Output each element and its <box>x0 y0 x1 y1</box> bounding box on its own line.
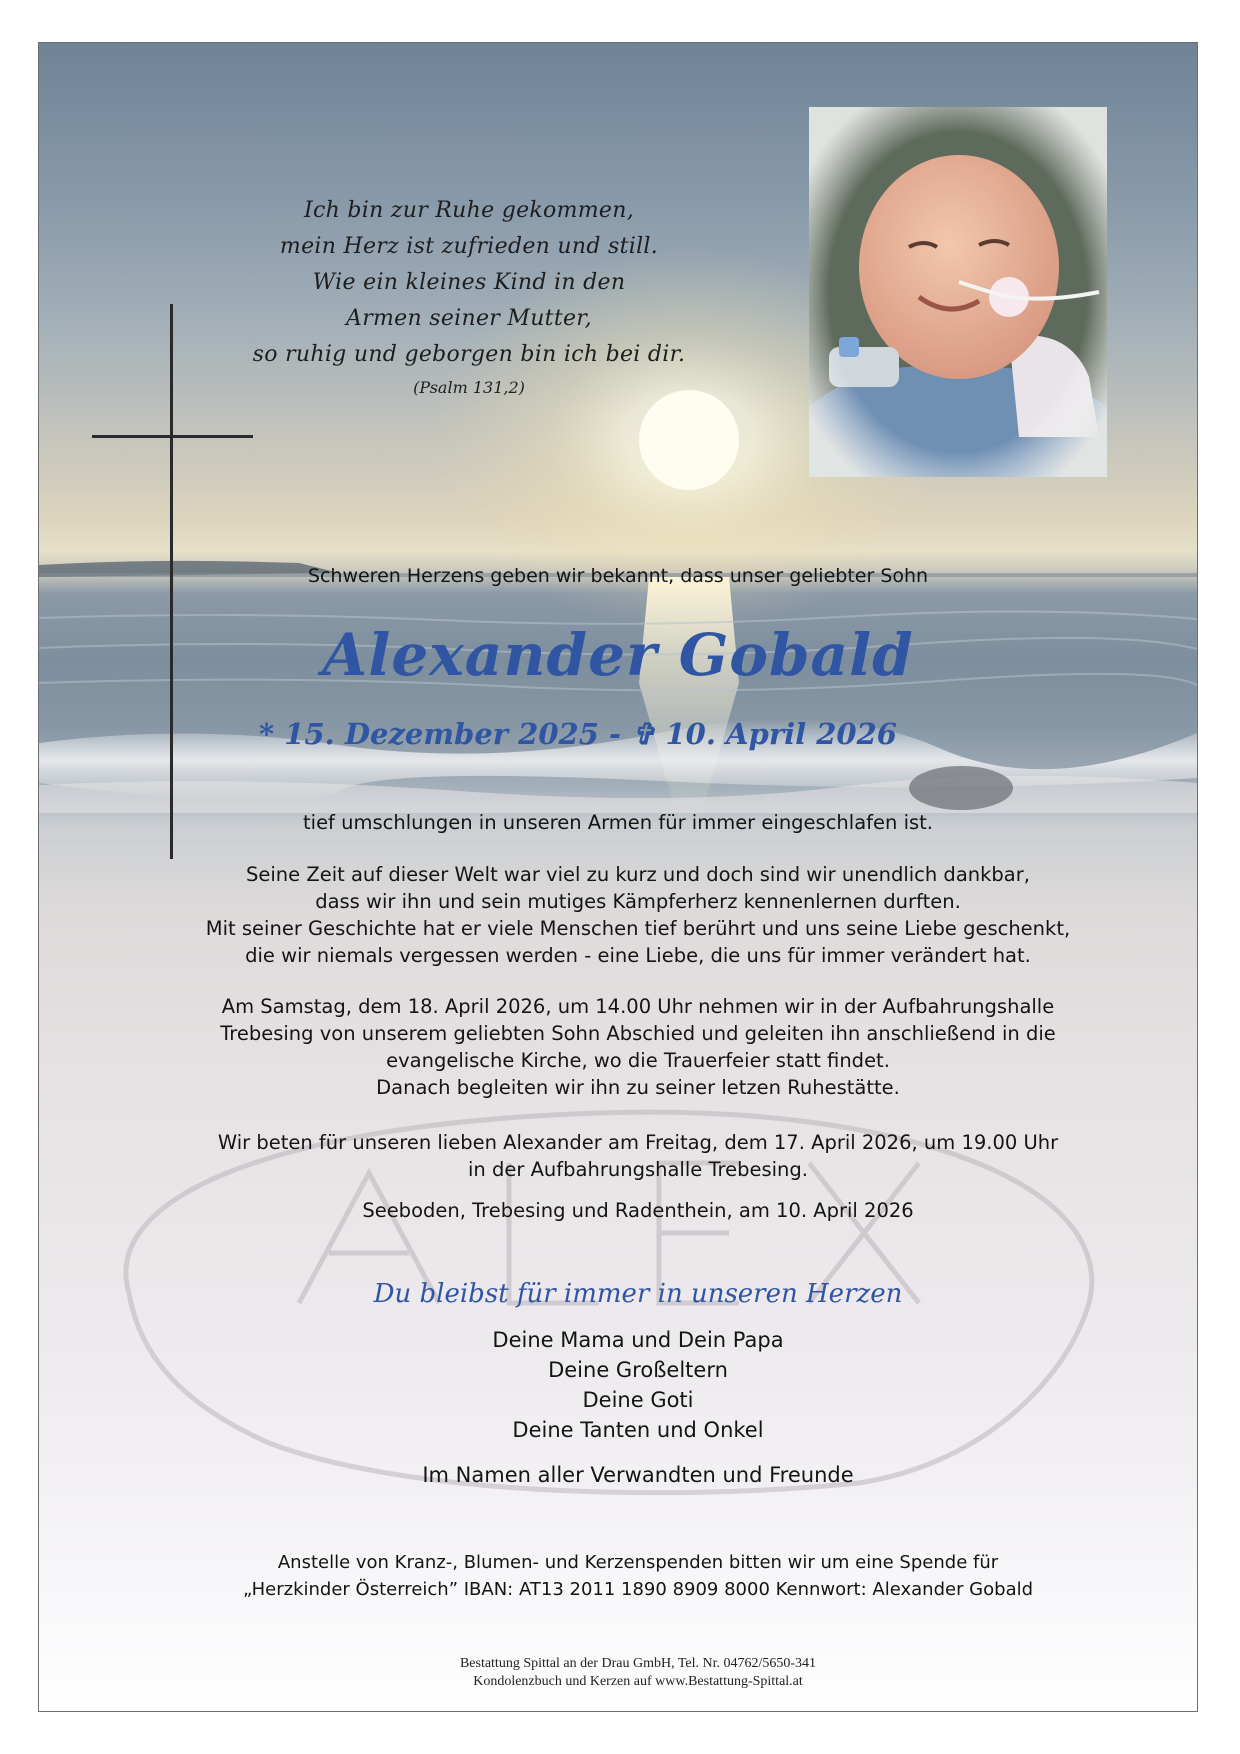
paragraph-tribute <box>59 861 1198 969</box>
donation-request <box>59 1549 1198 1603</box>
paragraph-line: Wir beten für unseren lieben Alexander am Freitag, dem 17. April 2026, um 19.00 Uhr <box>217 1131 1059 1154</box>
verse-line: Wie ein kleines Kind in den <box>312 270 626 295</box>
paragraph-funeral-details <box>59 993 1198 1101</box>
on-behalf-text: Im Namen aller Verwandten und Freunde <box>422 1463 854 1487</box>
funeral-home-footer <box>59 1655 1198 1691</box>
verse-reference: (Psalm 131,2) <box>413 378 525 397</box>
footer-line: Kondolenzbuch und Kerzen auf www.Bestattung-Spittal.at <box>473 1674 803 1689</box>
family-list <box>59 1325 1198 1445</box>
paragraph-prayer <box>59 1129 1198 1183</box>
verse-line: Ich bin zur Ruhe gekommen, <box>303 198 635 223</box>
paragraph-line: evangelische Kirche, wo die Trauerfeier statt findet. <box>386 1049 890 1072</box>
verse-line: Armen seiner Mutter, <box>346 306 592 331</box>
donation-line: „Herzkinder Österreich” IBAN: AT13 2011 1890 8909 8000 Kennwort: Alexander Gobald <box>242 1579 1034 1600</box>
place-and-date: Seeboden, Trebesing und Radenthein, am 10. April 2026 <box>362 1199 914 1222</box>
life-dates: * 15. Dezember 2025 - ✞ 10. April 2026 <box>259 717 897 751</box>
announcement-text: Schweren Herzens geben wir bekannt, dass unser geliebter Sohn <box>307 565 929 587</box>
verse-line: mein Herz ist zufrieden und still. <box>279 234 659 259</box>
family-member: Deine Mama und Dein Papa <box>492 1328 784 1352</box>
paragraph-line: die wir niemals vergessen werden - eine Liebe, die uns für immer verändert hat. <box>245 944 1031 967</box>
paragraph-line: Seine Zeit auf dieser Welt war viel zu kurz und doch sind wir unendlich dankbar, <box>246 863 1030 886</box>
paragraph-line: Am Samstag, dem 18. April 2026, um 14.00 Uhr nehmen wir in der Aufbahrungshalle <box>221 995 1055 1018</box>
family-member: Deine Großeltern <box>548 1358 728 1382</box>
portrait-photo <box>809 107 1107 477</box>
obituary-card <box>38 42 1198 1712</box>
deceased-name: Alexander Gobald <box>322 621 914 689</box>
paragraph-line: in der Aufbahrungshalle Trebesing. <box>468 1158 808 1181</box>
cross-icon-beam <box>92 435 253 438</box>
verse-line: so ruhig und geborgen bin ich bei dir. <box>252 342 686 367</box>
footer-line: Bestattung Spittal an der Drau GmbH, Tel. Nr. 04762/5650-341 <box>459 1656 817 1671</box>
paragraph-line: dass wir ihn und sein mutiges Kämpferherz kennenlernen durften. <box>315 890 961 913</box>
family-member: Deine Goti <box>582 1388 694 1412</box>
donation-line: Anstelle von Kranz-, Blumen- und Kerzenspenden bitten wir um eine Spende für <box>277 1552 999 1573</box>
motto: Du bleibst für immer in unseren Herzen <box>373 1279 903 1309</box>
paragraph-line: Trebesing von unserem geliebten Sohn Abschied und geleiten ihn anschließend in die <box>220 1022 1056 1045</box>
paragraph-line: Mit seiner Geschichte hat er viele Menschen tief berührt und uns seine Liebe geschenkt, <box>205 917 1071 940</box>
paragraph-line: Danach begleiten wir ihn zu seiner letzen Ruhestätte. <box>376 1076 900 1099</box>
sun <box>639 390 739 490</box>
paragraph-passing: tief umschlungen in unseren Armen für immer eingeschlafen ist. <box>303 811 933 834</box>
psalm-verse <box>249 193 689 401</box>
family-member: Deine Tanten und Onkel <box>512 1418 764 1442</box>
beach-rock <box>909 766 1013 810</box>
